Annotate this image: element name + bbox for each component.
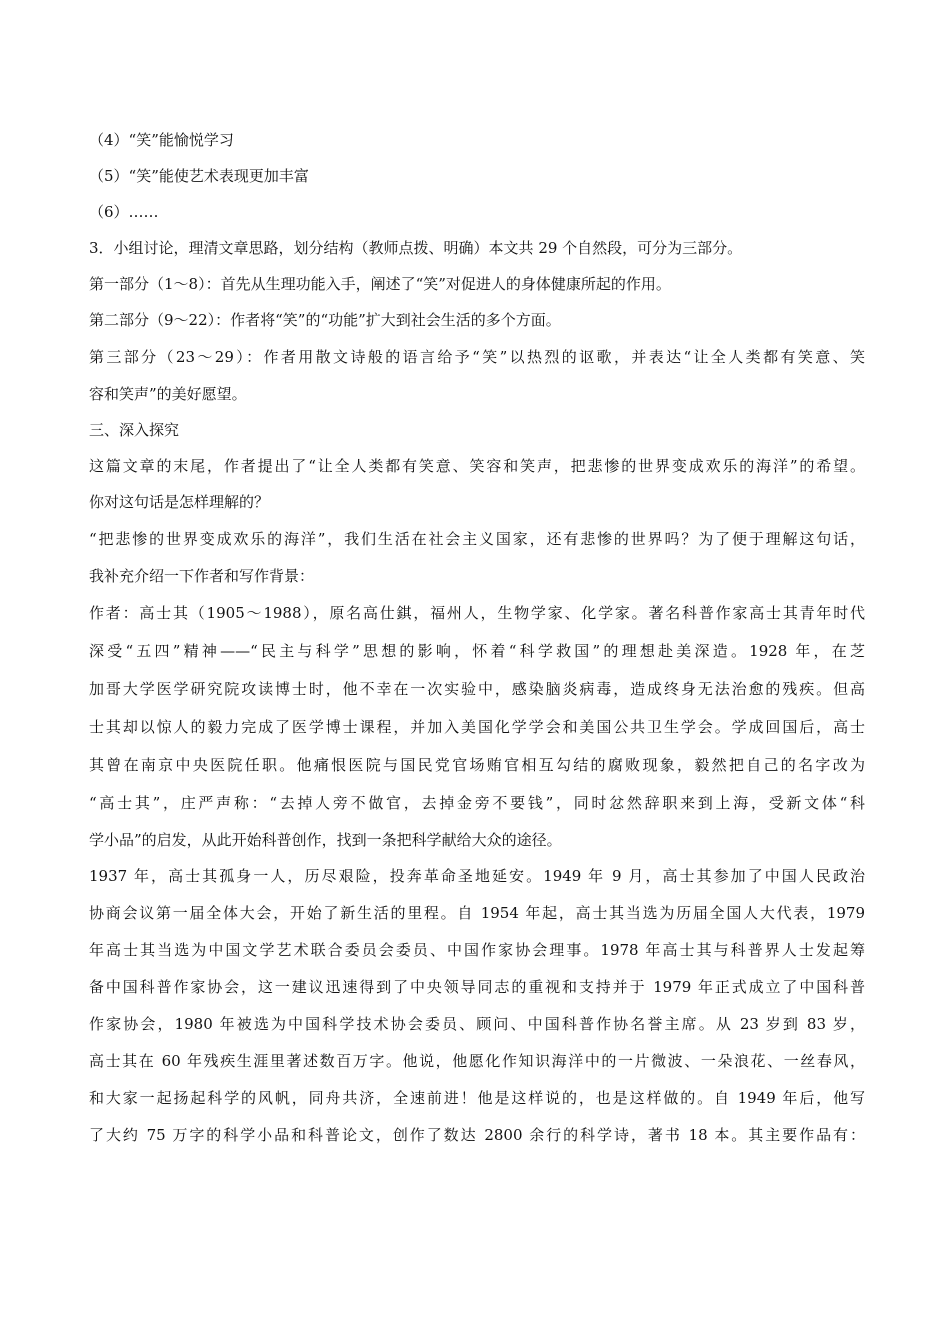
explore-question: 这篇文章的末尾，作者提出了“让全人类都有笑意、笑容和笑声，把悲惨的世界变成欢乐的海洋”的希望。 <box>89 457 865 475</box>
structure-intro: 3．小组讨论，理清文章思路，划分结构（教师点拨、明确）本文共 29 个自然段，可分为三部分。 <box>89 239 743 257</box>
paragraph-line: “高士其”，庄严声称：“去掉人旁不做官，去掉金旁不要钱”，同时忿然辞职来到上海，受新文体“科 <box>89 794 865 812</box>
paragraph-line: 其曾在南京中央医院任职。他痛恨医院与国民党官场贿官相互勾结的腐败现象，毅然把自己的名字改为 <box>89 756 865 774</box>
list-item: （4）“笑”能愉悦学习 <box>89 131 234 149</box>
paragraph-line: 1937 年，高士其孤身一人，历尽艰险，投奔革命圣地延安。1949 年 9 月，高士其参加了中国人民政治 <box>89 867 865 885</box>
paragraph-line: 年高士其当选为中国文学艺术联合委员会委员、中国作家协会理事。1978 年高士其与科普界人士发起筹 <box>89 941 865 959</box>
list-item: （5）“笑”能使艺术表现更加丰富 <box>89 167 309 185</box>
paragraph-line: 高士其在 60 年残疾生涯里著述数百万字。他说，他愿化作知识海洋中的一片微波、一朵浪花、一丝春风， <box>89 1052 865 1070</box>
explore-answer: “把悲惨的世界变成欢乐的海洋”，我们生活在社会主义国家，还有悲惨的世界吗？为了便于理解这句话， <box>89 530 865 548</box>
paragraph-line: 备中国科普作家协会，这一建议迅速得到了中央领导同志的重视和支持并于 1979 年正式成立了中国科普 <box>89 978 865 996</box>
paragraph-line: 了大约 75 万字的科学小品和科普论文，创作了数达 2800 余行的科学诗，著书 18 本。其主要作品有： <box>89 1126 865 1144</box>
paragraph-line: 学小品”的启发，从此开始科普创作，找到一条把科学献给大众的途径。 <box>89 831 562 849</box>
paragraph-line: 深受“五四”精神——“民主与科学”思想的影响，怀着“科学救国”的理想赴美深造。1928 年，在芝 <box>89 642 865 660</box>
structure-part-3: 第三部分（23～29）：作者用散文诗般的语言给予“笑”以热烈的讴歌，并表达“让全人类都有笑意、笑 <box>89 348 865 366</box>
structure-part-1: 第一部分（1～8）：首先从生理功能入手，阐述了“笑”对促进人的身体健康所起的作用。 <box>89 275 671 293</box>
paragraph-line: 士其却以惊人的毅力完成了医学博士课程，并加入美国化学学会和美国公共卫生学会。学成回国后，高士 <box>89 718 865 736</box>
paragraph-line: 协商会议第一届全体大会，开始了新生活的里程。自 1954 年起，高士其当选为历届全国人大代表，1979 <box>89 904 865 922</box>
paragraph-line: 作家协会，1980 年被选为中国科学技术协会委员、顾问、中国科普作协名誉主席。从 23 岁到 83 岁， <box>89 1015 865 1033</box>
structure-part-3-cont: 容和笑声”的美好愿望。 <box>89 385 247 403</box>
life-paragraph <box>89 858 865 1154</box>
paragraph-line: 作者：高士其（1905～1988），原名高仕錤，福州人，生物学家、化学家。著名科普作家高士其青年时代 <box>89 604 865 622</box>
paragraph-line: 加哥大学医学研究院攻读博士时，他不幸在一次实验中，感染脑炎病毒，造成终身无法治愈的残疾。但高 <box>89 680 865 698</box>
author-paragraph <box>89 594 865 858</box>
list-item: （6）…… <box>89 203 159 221</box>
explore-answer-cont: 我补充介绍一下作者和写作背景： <box>89 567 315 585</box>
section-heading: 三、深入探究 <box>89 421 180 439</box>
document-body <box>89 122 865 1154</box>
explore-question-cont: 你对这句话是怎样理解的？ <box>89 493 270 511</box>
structure-part-2: 第二部分（9～22）：作者将“笑”的“功能”扩大到社会生活的多个方面。 <box>89 311 561 329</box>
paragraph-line: 和大家一起扬起科学的风帆，同舟共济，全速前进！他是这样说的，也是这样做的。自 1949 年后，他写 <box>89 1089 865 1107</box>
